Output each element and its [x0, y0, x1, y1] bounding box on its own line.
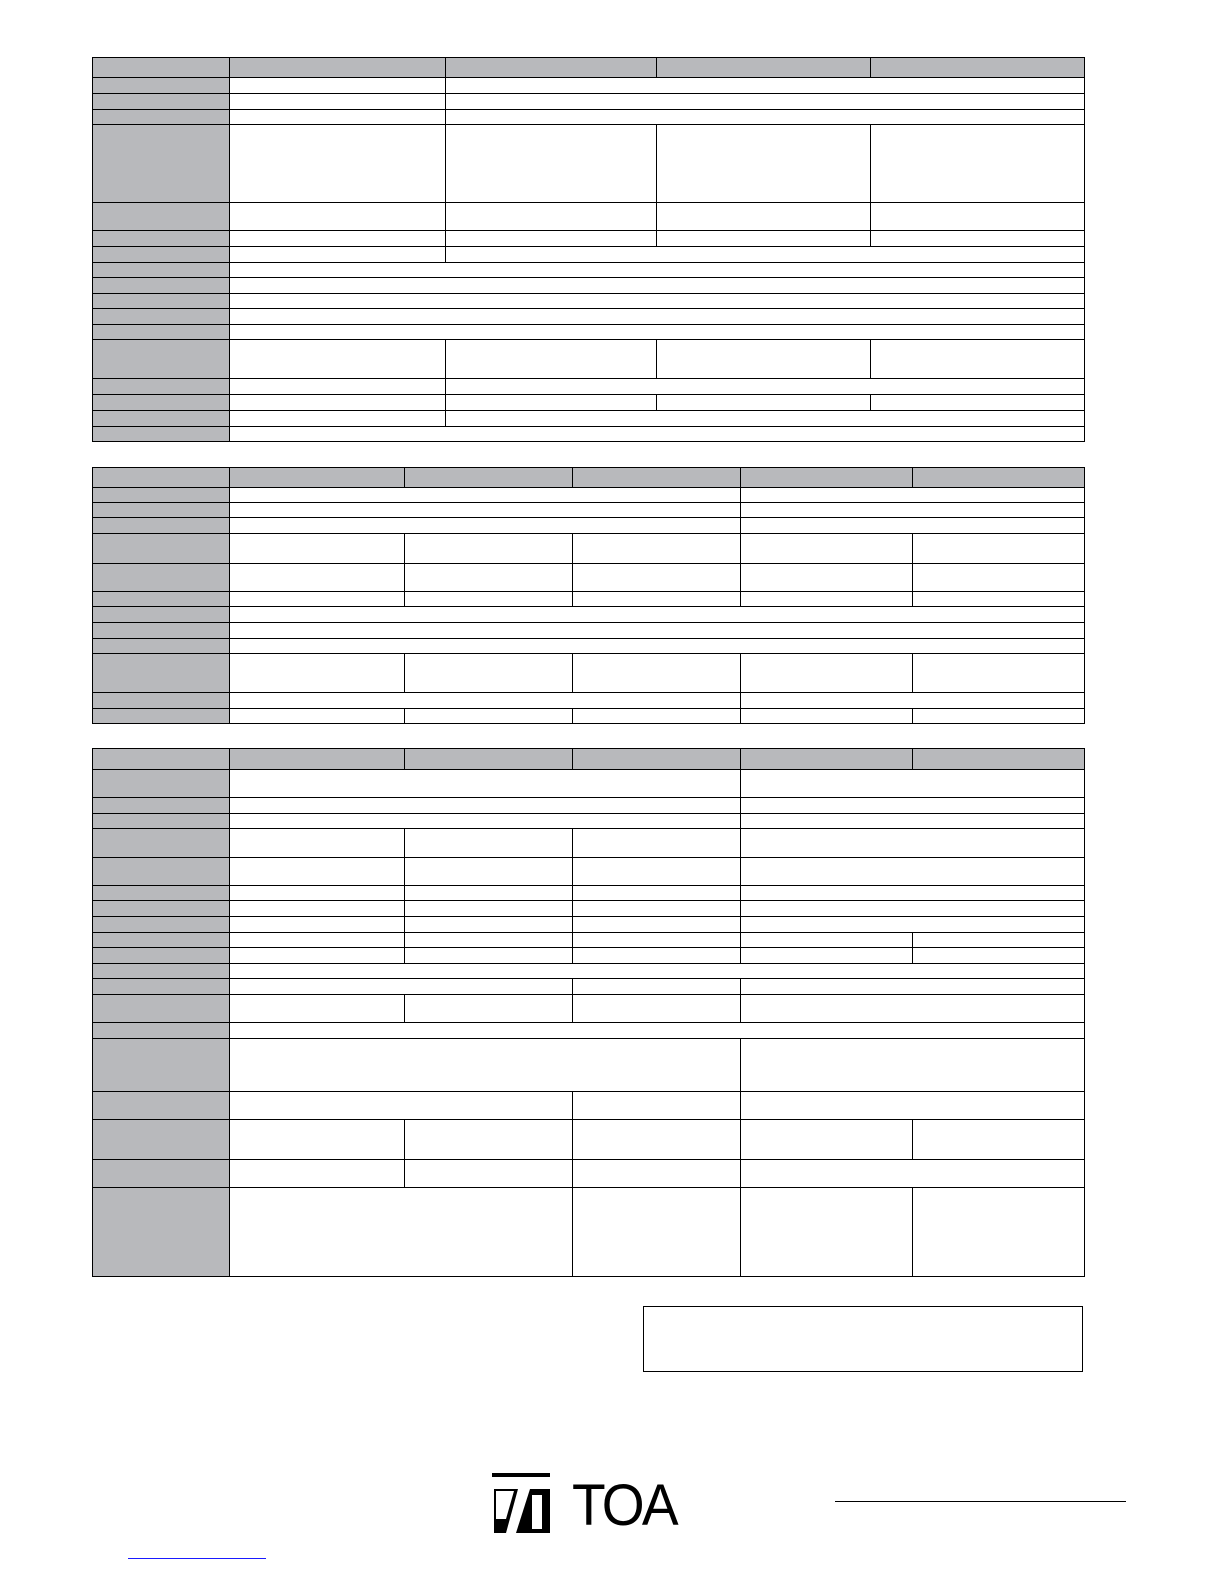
table-row [93, 1160, 1085, 1188]
note-box [643, 1306, 1083, 1372]
table-header-row [93, 58, 1085, 78]
table-row [93, 427, 1085, 442]
table-row [93, 1092, 1085, 1120]
table-row [93, 901, 1085, 917]
table-row [93, 858, 1085, 886]
table-header-row [93, 749, 1085, 770]
brand-name: TOA [572, 1473, 676, 1538]
table-row [93, 917, 1085, 933]
table-row [93, 411, 1085, 427]
table-row [93, 503, 1085, 518]
table-row [93, 94, 1085, 110]
footer-rule [835, 1501, 1126, 1502]
table-row [93, 564, 1085, 592]
table-row [93, 933, 1085, 948]
table-row [93, 623, 1085, 639]
table-row [93, 110, 1085, 125]
table-row [93, 263, 1085, 278]
brand-logo [492, 1473, 702, 1537]
table-row [93, 278, 1085, 294]
table-row [93, 814, 1085, 829]
table-row [93, 709, 1085, 724]
table-row [93, 125, 1085, 203]
toa-logo-mark-icon [492, 1473, 552, 1535]
table-row [93, 534, 1085, 564]
table-row [93, 325, 1085, 340]
table-row [93, 829, 1085, 858]
table-row [93, 379, 1085, 395]
table-row [93, 979, 1085, 995]
table-row [93, 78, 1085, 94]
spec-table-3 [92, 748, 1085, 1277]
table-row [93, 1039, 1085, 1092]
table-row [93, 693, 1085, 709]
table-row [93, 203, 1085, 231]
table-row [93, 592, 1085, 607]
table-row [93, 231, 1085, 247]
spec-table-2 [92, 467, 1085, 724]
footer-link-underline[interactable] [128, 1558, 266, 1559]
table-row [93, 798, 1085, 814]
table-row [93, 770, 1085, 798]
table-row [93, 1023, 1085, 1039]
table-row [93, 1188, 1085, 1277]
table-row [93, 488, 1085, 503]
table-row [93, 964, 1085, 979]
table-row [93, 995, 1085, 1023]
table-row [93, 654, 1085, 693]
table-row [93, 518, 1085, 534]
table-row [93, 639, 1085, 654]
table-row [93, 309, 1085, 325]
table-row [93, 1120, 1085, 1160]
table-row [93, 247, 1085, 263]
table-row [93, 395, 1085, 411]
table-row [93, 607, 1085, 623]
table-row [93, 340, 1085, 379]
table-row [93, 948, 1085, 964]
table-row [93, 294, 1085, 309]
table-row [93, 886, 1085, 901]
spec-table-1 [92, 57, 1085, 442]
table-header-row [93, 468, 1085, 488]
